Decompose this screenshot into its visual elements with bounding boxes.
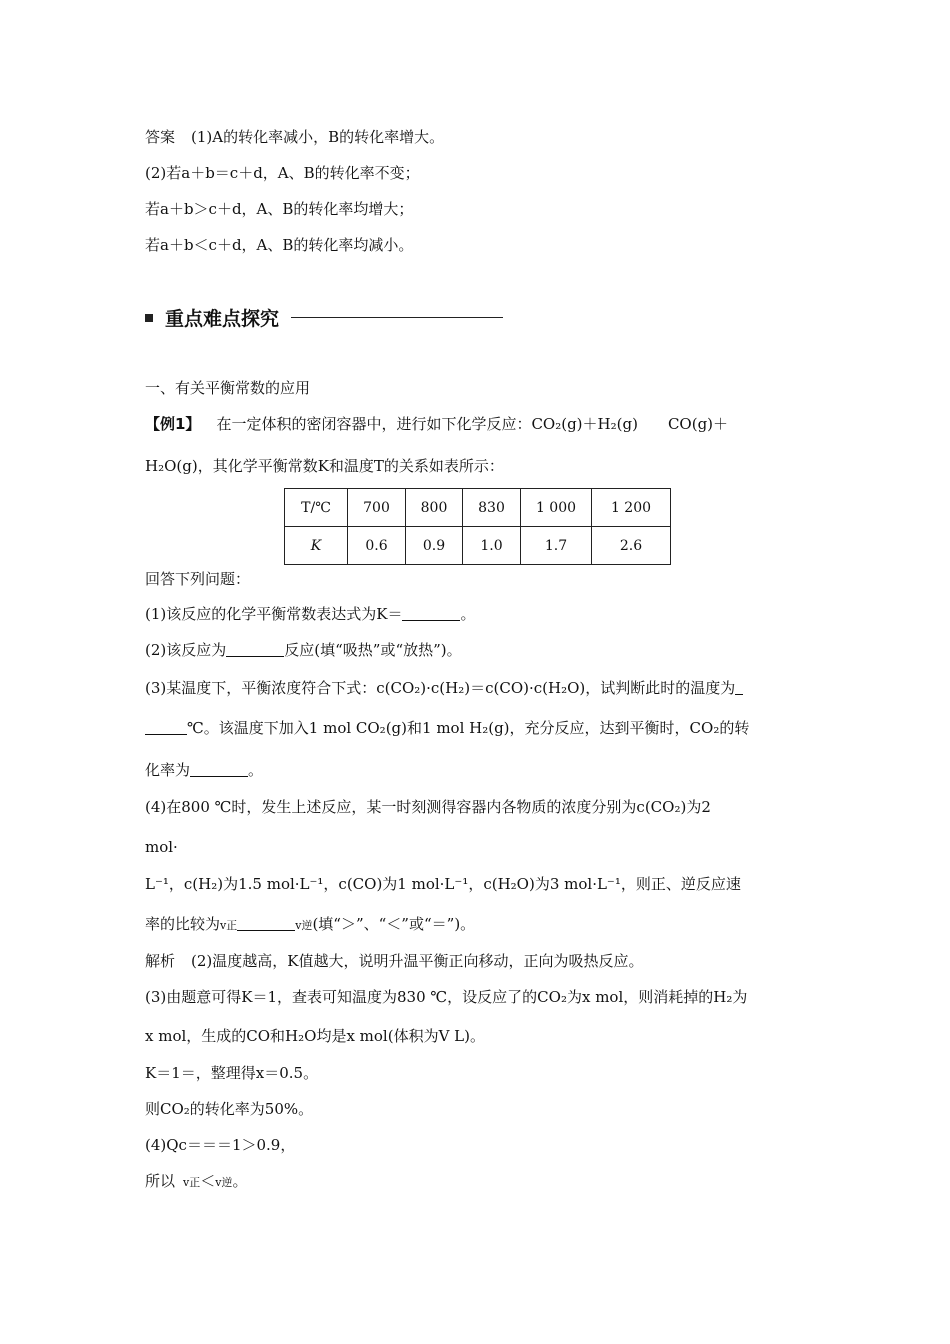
answer-blank[interactable] (226, 642, 284, 657)
question-3-line-2 (145, 718, 749, 738)
question-3-line-1 (145, 678, 743, 698)
answer-blank[interactable] (402, 606, 460, 621)
velocity-reverse: v逆 (295, 919, 313, 932)
analysis-line-1 (145, 951, 643, 971)
question-2-text: (2)该反应为 (145, 641, 227, 659)
table-cell-k: 0.9 (406, 527, 463, 565)
question-4-line-1: (4)在800 ℃时，发生上述反应，某一时刻测得容器内各物质的浓度分别为c(CO₂)为2 (145, 798, 711, 816)
subsection-title: 一、有关平衡常数的应用 (145, 379, 311, 397)
section-title: 重点难点探究 (165, 308, 280, 330)
question-3-mid: ℃。该温度下加入1 mol CO₂(g)和1 mol H₂(g)，充分反应，达到平衡时，CO₂的转 (187, 719, 750, 737)
question-2-end: 反应(填“吸热”或“放热”)。 (284, 641, 462, 659)
question-1 (145, 604, 475, 624)
analysis-line-2: (3)由题意可得K＝1，查表可知温度为830 ℃，设反应了的CO₂为x mol，则消耗掉的H₂为 (145, 988, 748, 1006)
table-cell-k: 1.7 (521, 527, 592, 565)
example-intro-a: 在一定体积的密闭容器中，进行如下化学反应：CO₂(g)＋H₂(g) (216, 415, 638, 433)
example-intro-b: CO(g)＋ (667, 415, 729, 433)
table-row-k (285, 527, 671, 565)
question-4-end: (填“＞”、“＜”或“＝”)。 (312, 915, 476, 933)
example-label: 【例1】 (145, 415, 201, 433)
question-3-line-3 (145, 760, 263, 780)
table-cell-k: 2.6 (592, 527, 671, 565)
velocity-reverse: v逆 (215, 1176, 233, 1189)
question-1-end: 。 (460, 605, 476, 623)
analysis-line-6: (4)Qc＝＝＝1＞0.9， (145, 1136, 296, 1154)
table-row-temperature (285, 489, 671, 527)
questions-lead: 回答下列问题： (145, 570, 251, 588)
analysis-line-5: 则CO₂的转化率为50%。 (145, 1100, 314, 1118)
answer-line-1 (145, 127, 444, 147)
answer-part-1: (1)A的转化率减小，B的转化率增大。 (191, 128, 445, 146)
table-cell-t: 830 (463, 489, 521, 527)
analysis-7-end: 。 (232, 1172, 248, 1190)
table-header-t: T/℃ (285, 489, 348, 527)
answer-blank[interactable] (735, 680, 743, 695)
question-4-line-2: mol· (145, 838, 178, 856)
question-1-text: (1)该反应的化学平衡常数表达式为K＝ (145, 605, 403, 623)
question-4-start: 率的比较为 (145, 915, 221, 933)
analysis-line-4: K＝1＝，整理得x＝0.5。 (145, 1064, 319, 1082)
question-4-line-3: L⁻¹，c(H₂)为1.5 mol·L⁻¹，c(CO)为1 mol·L⁻¹，c(H₂O)为3 mol·L⁻¹，则正、逆反应速 (145, 875, 741, 893)
velocity-forward: v正 (220, 919, 238, 932)
answer-line-4: 若a＋b＜c＋d，A、B的转化率均减小。 (145, 236, 414, 254)
answer-blank[interactable] (190, 762, 248, 777)
question-3-end: 。 (248, 761, 264, 779)
answer-label: 答案 (145, 128, 176, 146)
example-intro-line-2: H₂O(g)，其化学平衡常数K和温度T的关系如表所示： (145, 457, 504, 475)
section-heading (145, 304, 503, 331)
table-cell-t: 1 200 (592, 489, 671, 527)
table-cell-t: 800 (406, 489, 463, 527)
answer-line-3: 若a＋b＞c＋d，A、B的转化率均增大； (145, 200, 414, 218)
question-3-tail: 化率为 (145, 761, 191, 779)
square-bullet-icon (145, 314, 153, 322)
table-cell-t: 1 000 (521, 489, 592, 527)
analysis-7-mid: ＜ (200, 1172, 216, 1190)
example-intro-line-1 (145, 414, 728, 434)
analysis-text-1: (2)温度越高，K值越大，说明升温平衡正向移动，正向为吸热反应。 (191, 952, 644, 970)
heading-rule (291, 317, 503, 318)
answer-line-2: (2)若a＋b＝c＋d，A、B的转化率不变； (145, 164, 420, 182)
analysis-label: 解析 (145, 952, 176, 970)
analysis-7-start: 所以 (145, 1172, 176, 1190)
question-2 (145, 640, 462, 660)
table-cell-k: 0.6 (348, 527, 406, 565)
answer-blank[interactable] (145, 720, 187, 735)
answer-blank[interactable] (237, 916, 295, 931)
equilibrium-constant-table (284, 488, 671, 565)
analysis-line-7 (145, 1171, 247, 1193)
question-3-text: (3)某温度下，平衡浓度符合下式：c(CO₂)·c(H₂)＝c(CO)·c(H₂O)，试判断此时的温度为 (145, 679, 736, 697)
velocity-forward: v正 (183, 1176, 201, 1189)
analysis-line-3: x mol，生成的CO和H₂O均是x mol(体积为V L)。 (145, 1027, 485, 1045)
table-header-k: K (285, 527, 348, 565)
table-cell-k: 1.0 (463, 527, 521, 565)
question-4-line-4 (145, 914, 475, 936)
table-cell-t: 700 (348, 489, 406, 527)
